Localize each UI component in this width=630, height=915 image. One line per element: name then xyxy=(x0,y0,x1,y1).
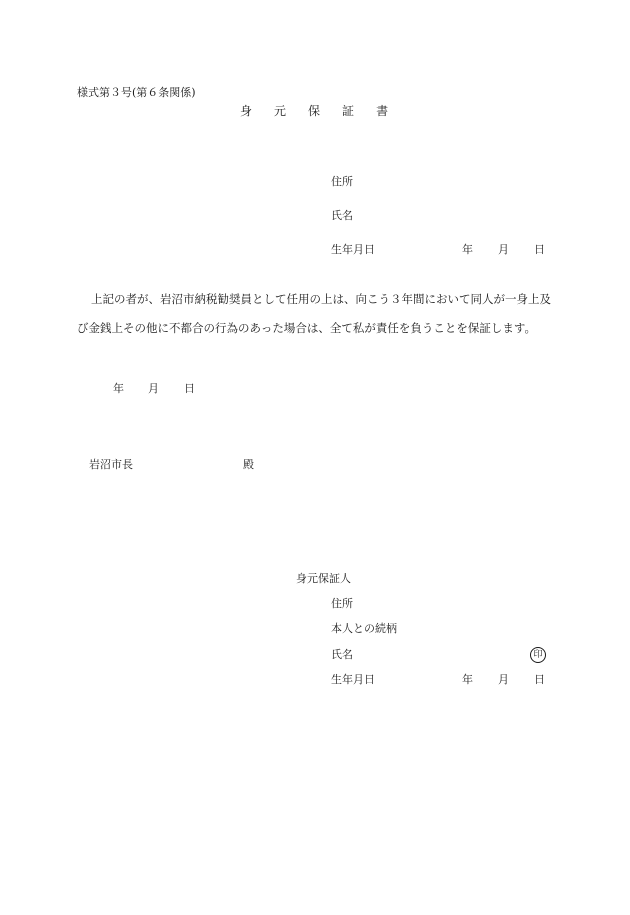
seal-mark-icon: 印 xyxy=(530,647,546,663)
guarantor-heading: 身元保証人 xyxy=(296,572,351,585)
guarantor-name-label: 氏名 xyxy=(331,648,353,661)
guarantor-birth-year: 年 xyxy=(462,673,473,686)
guarantor-birth-day: 日 xyxy=(534,673,545,686)
applicant-birth-label: 生年月日 xyxy=(331,243,375,256)
applicant-address-label: 住所 xyxy=(331,175,353,188)
addressee-honorific: 殿 xyxy=(243,458,254,471)
title-char: 保 xyxy=(308,104,321,118)
title-char: 証 xyxy=(342,104,355,118)
title-char: 書 xyxy=(376,104,389,118)
guarantor-birth-label: 生年月日 xyxy=(331,673,375,686)
document-title xyxy=(240,104,388,118)
title-char: 身 xyxy=(240,104,253,118)
statement-line-2: び金銭上その他に不都合の行為のあった場合は、全て私が責任を負うことを保証します。 xyxy=(77,321,536,335)
date-day: 日 xyxy=(184,382,195,395)
date-month: 月 xyxy=(148,382,159,395)
title-char: 元 xyxy=(274,104,287,118)
guarantor-birth-month: 月 xyxy=(498,673,509,686)
guarantor-relationship-label: 本人との続柄 xyxy=(331,622,397,635)
addressee-mayor: 岩沼市長 xyxy=(89,458,133,471)
guarantor-address-label: 住所 xyxy=(331,597,353,610)
statement-line-1: 上記の者が、岩沼市納税勧奨員として任用の上は、向こう３年間において同人が一身上及 xyxy=(91,292,551,306)
date-year: 年 xyxy=(113,382,124,395)
form-number: 様式第３号(第６条関係) xyxy=(77,86,196,99)
applicant-name-label: 氏名 xyxy=(331,209,353,222)
applicant-birth-day: 日 xyxy=(534,243,545,256)
applicant-birth-year: 年 xyxy=(462,243,473,256)
applicant-birth-month: 月 xyxy=(498,243,509,256)
